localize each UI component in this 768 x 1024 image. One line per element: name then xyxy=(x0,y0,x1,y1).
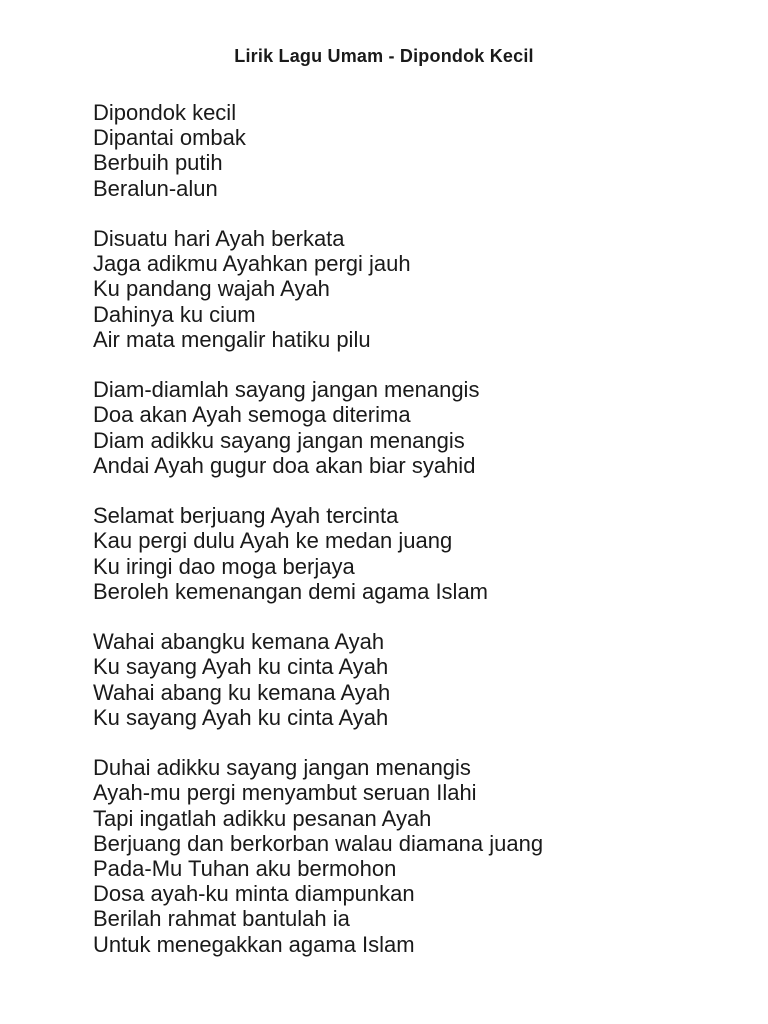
lyric-line: Dosa ayah-ku minta diampunkan xyxy=(93,881,415,907)
lyric-line: Untuk menegakkan agama Islam xyxy=(93,931,415,957)
lyric-line: Doa akan Ayah semoga diterima xyxy=(93,402,411,428)
lyric-line: Ku pandang wajah Ayah xyxy=(93,276,330,302)
lyric-line: Diam-diamlah sayang jangan menangis xyxy=(93,377,480,403)
document-title: Lirik Lagu Umam - Dipondok Kecil xyxy=(234,46,534,66)
stanza-3 xyxy=(93,377,733,478)
lyric-line: Andai Ayah gugur doa akan biar syahid xyxy=(93,452,476,478)
lyric-line: Ku sayang Ayah ku cinta Ayah xyxy=(93,704,389,730)
lyric-line: Pada-Mu Tuhan aku bermohon xyxy=(93,856,397,882)
lyric-line: Air mata mengalir hatiku pilu xyxy=(93,326,371,352)
lyric-line: Beralun-alun xyxy=(93,175,218,201)
lyric-line: Kau pergi dulu Ayah ke medan juang xyxy=(93,528,453,554)
lyric-line: Berjuang dan berkorban walau diamana juang xyxy=(93,830,544,856)
lyric-line: Berbuih putih xyxy=(93,150,223,176)
stanza-4 xyxy=(93,503,733,604)
lyric-line: Ku iringi dao moga berjaya xyxy=(93,553,355,579)
lyric-line: Selamat berjuang Ayah tercinta xyxy=(93,503,399,529)
lyric-line: Dipondok kecil xyxy=(93,100,237,125)
lyric-line: Tapi ingatlah adikku pesanan Ayah xyxy=(93,805,432,831)
stanza-6 xyxy=(93,755,733,957)
lyric-line: Jaga adikmu Ayahkan pergi jauh xyxy=(93,251,411,277)
lyric-line: Ku sayang Ayah ku cinta Ayah xyxy=(93,654,389,680)
lyric-line: Duhai adikku sayang jangan menangis xyxy=(93,755,471,781)
lyric-line: Wahai abang ku kemana Ayah xyxy=(93,679,391,705)
lyric-line: Dipantai ombak xyxy=(93,125,246,151)
lyric-line: Berilah rahmat bantulah ia xyxy=(93,906,350,932)
lyrics-body xyxy=(93,100,733,982)
lyric-line: Diam adikku sayang jangan menangis xyxy=(93,427,465,453)
stanza-2 xyxy=(93,226,733,352)
stanza-1 xyxy=(93,100,733,201)
lyric-line: Wahai abangku kemana Ayah xyxy=(93,629,385,655)
lyric-line: Disuatu hari Ayah berkata xyxy=(93,226,345,251)
lyric-line: Dahinya ku cium xyxy=(93,301,256,327)
lyric-line: Beroleh kemenangan demi agama Islam xyxy=(93,578,489,604)
stanza-5 xyxy=(93,629,733,730)
lyric-line: Ayah-mu pergi menyambut seruan Ilahi xyxy=(93,780,477,806)
